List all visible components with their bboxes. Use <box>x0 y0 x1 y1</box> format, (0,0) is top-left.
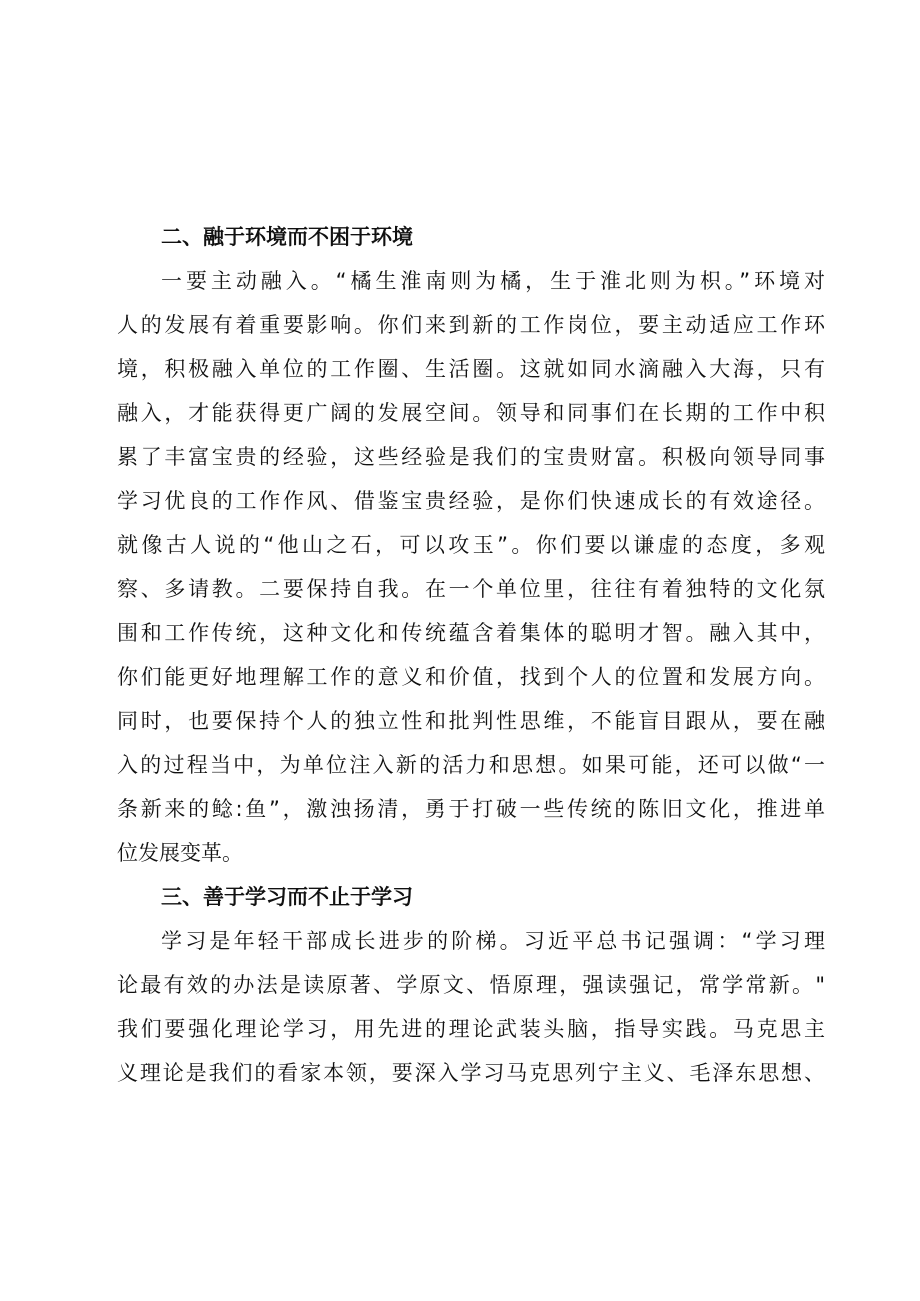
section-heading-learning: 三、善于学习而不止于学习 <box>161 885 413 909</box>
text-line: 一要主动融入。“橘生淮南则为橘，生于淮北则为枳。”环境对 <box>161 269 825 293</box>
text-line: 同时，也要保持个人的独立性和批判性思维，不能盲目跟从，要在融 <box>117 709 825 733</box>
text-line: 入的过程当中，为单位注入新的活力和思想。如果可能，还可以做“一 <box>117 753 825 777</box>
text-line: 义理论是我们的看家本领，要深入学习马克思列宁主义、毛泽东思想、 <box>117 1061 825 1085</box>
text-line: 位发展变革。 <box>117 841 243 865</box>
text-line: 我们要强化理论学习，用先进的理论武装头脑，指导实践。马克思主 <box>117 1017 825 1041</box>
paragraph-environment <box>117 259 825 875</box>
text-line: 就像古人说的“他山之石，可以攻玉”。你们要以谦虚的态度，多观 <box>117 533 825 557</box>
text-line: 累了丰富宝贵的经验，这些经验是我们的宝贵财富。积极向领导同事 <box>117 445 825 469</box>
text-line: 你们能更好地理解工作的意义和价值，找到个人的位置和发展方向。 <box>117 665 825 689</box>
text-line: 境，积极融入单位的工作圈、生活圈。这就如同水滴融入大海，只有 <box>117 357 825 381</box>
text-line: 融入，才能获得更广阔的发展空间。领导和同事们在长期的工作中积 <box>117 401 825 425</box>
text-line: 围和工作传统，这种文化和传统蕴含着集体的聪明才智。融入其中， <box>117 621 825 645</box>
paragraph-learning <box>117 919 825 1095</box>
text-line: 条新来的鲶:鱼”，激浊扬清，勇于打破一些传统的陈旧文化，推进单 <box>117 797 825 821</box>
document-body <box>117 215 825 1095</box>
text-line: 人的发展有着重要影响。你们来到新的工作岗位，要主动适应工作环 <box>117 313 825 337</box>
text-line: 论最有效的办法是读原著、学原文、悟原理，强读强记，常学常新。" <box>117 973 825 997</box>
text-line: 学习优良的工作作风、借鉴宝贵经验，是你们快速成长的有效途径。 <box>117 489 825 513</box>
text-line: 学习是年轻干部成长进步的阶梯。习近平总书记强调：“学习理 <box>161 929 825 953</box>
text-line: 察、多请教。二要保持自我。在一个单位里，往往有着独特的文化氛 <box>117 577 825 601</box>
section-heading-environment: 二、融于环境而不困于环境 <box>161 225 413 249</box>
